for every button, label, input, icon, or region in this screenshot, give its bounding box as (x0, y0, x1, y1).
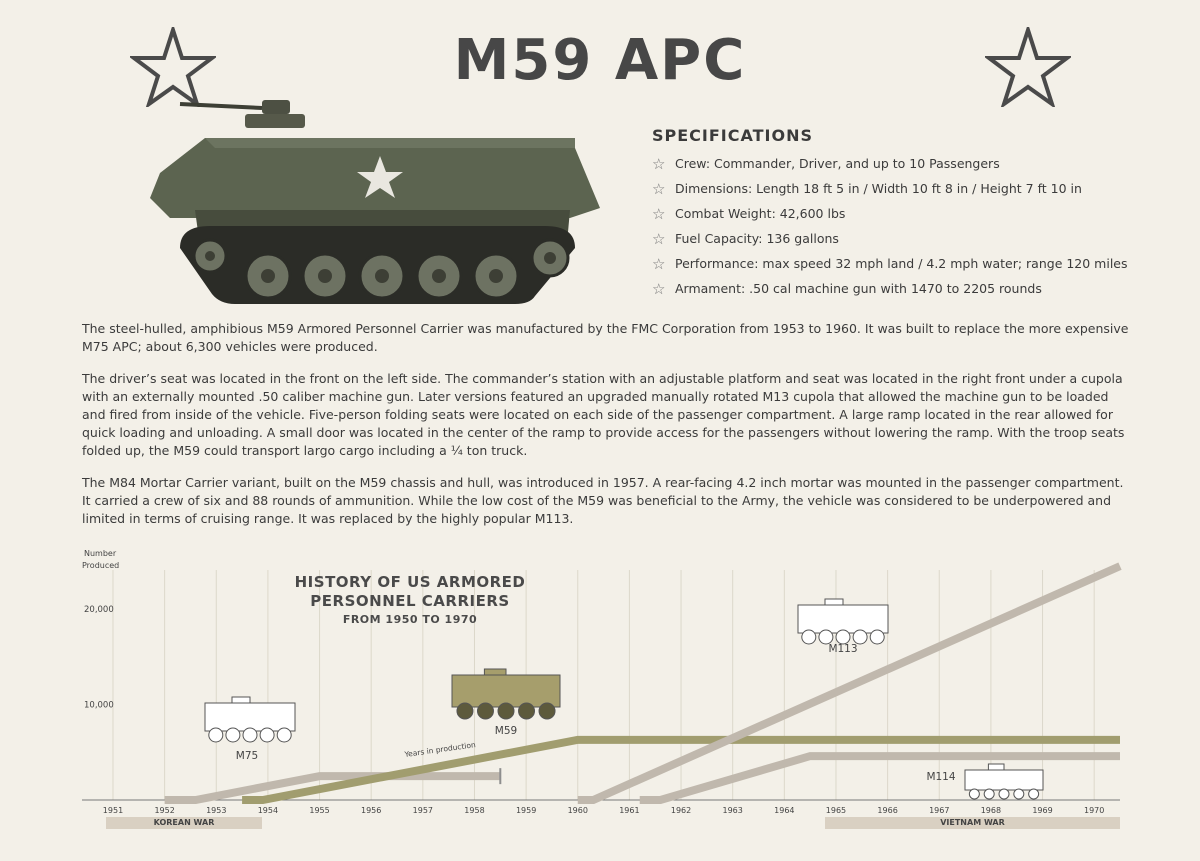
m113-vehicle-icon (798, 599, 888, 644)
star-bullet-icon: ☆ (652, 279, 666, 298)
specifications-panel (652, 126, 1192, 301)
y-axis-label: Number (84, 549, 117, 558)
series-line-m114 (640, 756, 1120, 800)
spec-dimensions: ☆ Dimensions: Length 18 ft 5 in / Width 10 ft 8 in / Height 7 ft 10 in (652, 179, 1082, 198)
production-history-chart (0, 540, 1200, 840)
y-axis-label: Produced (82, 561, 120, 570)
m59-vehicle-illustration (150, 98, 600, 310)
x-tick-label: 1970 (1083, 806, 1105, 815)
x-tick-label: 1959 (515, 806, 537, 815)
m75-label: M75 (235, 750, 259, 762)
variant-paragraph: The M84 Mortar Carrier variant, built on the M59 chassis and hull, was introduced in 1957. A rear-facing 4.2 inch mortar was mounted in the passenger compartment. It carried a crew of six and 88 rounds of ammunition. While the low cost of the M59 was beneficial to the Army, the vehicle was considered to be underpowered and limited in terms of cruising range. It was replaced by the highly popular M113. (82, 475, 1124, 526)
x-tick-label: 1969 (1032, 806, 1053, 815)
page-title: M59 APC (453, 28, 747, 93)
spec-performance: ☆ Performance: max speed 32 mph land / 4.2 mph water; range 120 miles (652, 254, 1128, 273)
chart-title-line2: PERSONNEL CARRIERS (310, 592, 510, 610)
m59-label: M59 (494, 725, 518, 737)
x-tick-label: 1954 (257, 806, 279, 815)
star-bullet-icon: ☆ (652, 179, 666, 198)
x-tick-label: 1964 (774, 806, 795, 815)
vietnam-war-band: VIETNAM WAR (825, 817, 1120, 829)
chart-title (250, 573, 570, 626)
x-tick-label: 1952 (154, 806, 175, 815)
m113-label: M113 (828, 643, 858, 655)
x-tick-label: 1962 (670, 806, 692, 815)
star-bullet-icon: ☆ (652, 154, 666, 173)
spec-weight: ☆ Combat Weight: 42,600 lbs (652, 204, 846, 223)
x-tick-label: 1953 (206, 806, 227, 815)
x-tick-label: 1956 (361, 806, 382, 815)
star-bullet-icon: ☆ (652, 254, 666, 273)
korean-war-band: KOREAN WAR (106, 817, 262, 829)
chart-subtitle: FROM 1950 TO 1970 (342, 613, 478, 626)
specifications-heading: SPECIFICATIONS (652, 126, 814, 145)
intro-paragraph: The steel-hulled, amphibious M59 Armored Personnel Carrier was manufactured by the FMC Corporation from 1953 to 1960. It was built to replace the more expensive M75 APC; about 6,300 vehicles were produced. (82, 321, 1129, 354)
x-tick-label: 1955 (309, 806, 330, 815)
star-bullet-icon: ☆ (652, 204, 666, 223)
spec-armament: ☆ Armament: .50 cal machine gun with 1470 to 2205 rounds (652, 279, 1042, 298)
x-tick-label: 1951 (102, 806, 124, 815)
x-tick-label: 1967 (929, 806, 950, 815)
series-line-m113 (578, 566, 1120, 800)
y-tick-label: 10,000 (84, 700, 114, 711)
x-tick-label: 1960 (567, 806, 588, 815)
m59-vehicle-icon (452, 669, 560, 719)
x-tick-label: 1968 (980, 806, 1002, 815)
m75-vehicle-icon (205, 697, 295, 742)
x-tick-label: 1957 (412, 806, 434, 815)
x-tick-label: 1961 (619, 806, 640, 815)
description-paragraph: The driver’s seat was located in the front on the left side. The commander’s station with an adjustable platform and seat was located in the right front under a cupola with an externally mounted .50 caliber machine gun. Later versions featured an upgraded manually rotated M13 cupola that allowed the machine gun to be loaded and fired from inside of the vehicle. Five-person folding seats were located on each side of the passenger compartment. A large ramp located in the rear allowed for quick loading and unloading. A small door was located in the center of the ramp to provide access for the passengers without lowering the ramp. With the troop seats folded up, the M59 could transport largo cargo including a ¼ ton truck. (82, 371, 1125, 458)
x-tick-label: 1963 (722, 806, 743, 815)
x-tick-label: 1965 (825, 806, 847, 815)
x-tick-label: 1958 (464, 806, 485, 815)
m114-label: M114 (926, 771, 956, 783)
x-tick-label: 1966 (877, 806, 898, 815)
star-bullet-icon: ☆ (652, 229, 666, 248)
y-tick-label: 20,000 (84, 605, 114, 616)
spec-crew: ☆ Crew: Commander, Driver, and up to 10 Passengers (652, 154, 1000, 173)
m114-vehicle-icon (965, 764, 1043, 799)
years-in-production-label: Years in production (404, 740, 477, 759)
chart-title-line1: HISTORY OF US ARMORED (294, 573, 526, 591)
spec-fuel: ☆ Fuel Capacity: 136 gallons (652, 229, 839, 248)
